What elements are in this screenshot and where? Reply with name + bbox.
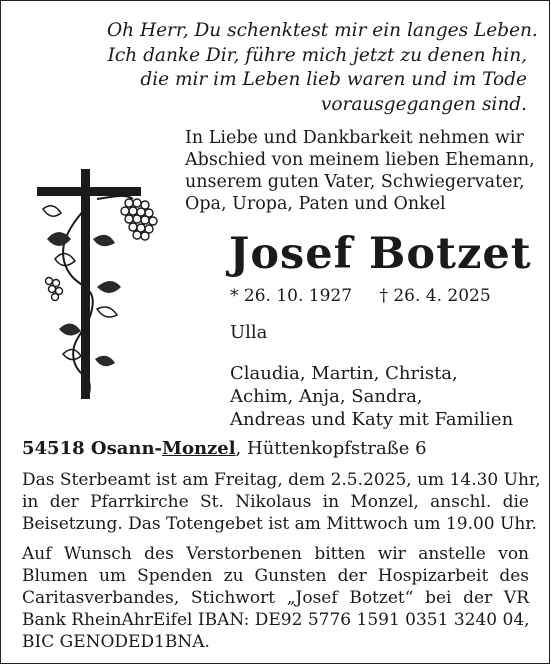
family-line: Claudia, Martin, Christa, xyxy=(230,363,458,384)
verse-line: vorausgegangen sind. xyxy=(320,93,527,115)
donation-line: BIC GENODED1BNA. xyxy=(22,632,210,652)
birth-date: * 26. 10. 1927 xyxy=(230,286,353,306)
town-name: Monzel xyxy=(162,438,236,459)
death-date: † 26. 4. 2025 xyxy=(379,286,491,306)
intro-line: Opa, Uropa, Paten und Onkel xyxy=(185,194,446,214)
family-line: Andreas und Katy mit Familien xyxy=(230,409,514,430)
intro-line: unserem guten Vater, Schwiegervater, xyxy=(185,172,525,192)
funeral-line: Beisetzung. Das Totengebet ist am Mittwoch um 19.00 Uhr. xyxy=(22,514,537,534)
funeral-info xyxy=(22,469,541,535)
postcode-town-prefix: 54518 Osann- xyxy=(22,438,163,459)
street: , Hüttenkopfstraße 6 xyxy=(235,438,427,459)
cross-with-vine-icon xyxy=(37,169,167,409)
intro-line: In Liebe und Dankbarkeit nehmen wir xyxy=(185,128,524,148)
verse-line: Ich danke Dir, führe mich jetzt zu denen hin, xyxy=(107,44,527,66)
funeral-line: Das Sterbeamt ist am Freitag, dem 2.5.2025, um 14.30 Uhr, xyxy=(22,470,541,490)
intro-text xyxy=(185,127,535,215)
verse xyxy=(107,19,538,117)
funeral-line: in der Pfarrkirche St. Nikolaus in Monzel, anschl. die xyxy=(22,492,529,512)
donation-line: Caritasverbandes, Stichwort „Josef Botzet“ bei der VR xyxy=(22,588,529,608)
donation-line: Blumen um Spenden zu Gunsten der Hospizarbeit des xyxy=(22,566,529,586)
address-line xyxy=(22,438,427,459)
verse-line: die mir im Leben lieb waren und im Tode xyxy=(140,69,527,90)
life-dates xyxy=(230,286,491,306)
donation-info xyxy=(22,543,529,653)
mourners xyxy=(230,321,513,431)
verse-line: Oh Herr, Du schenktest mir ein langes Leben. xyxy=(107,20,538,41)
deceased-name: Josef Botzet xyxy=(229,229,532,279)
donation-line: Auf Wunsch des Verstorbenen bitten wir anstelle von xyxy=(22,544,529,564)
family-line: Achim, Anja, Sandra, xyxy=(230,386,423,407)
intro-line: Abschied von meinem lieben Ehemann, xyxy=(185,150,535,170)
spouse-name: Ulla xyxy=(230,322,268,343)
donation-line: Bank RheinAhrEifel IBAN: DE92 5776 1591 0351 3240 04, xyxy=(22,610,530,630)
